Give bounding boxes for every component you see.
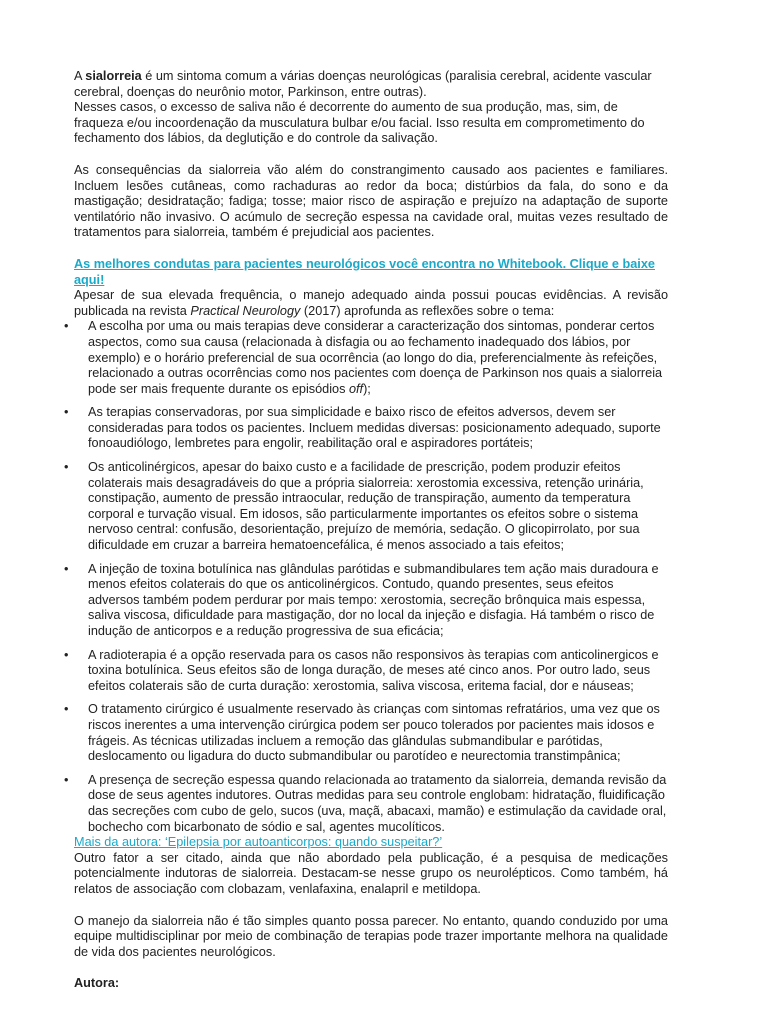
related-article-link[interactable]: Mais da autora: ‘Epilepsia por autoanticorpos: quando suspeitar?’ bbox=[74, 835, 443, 850]
list-item-text: O tratamento cirúrgico é usualmente reservado às crianças com sintomas refratários, uma vez que os riscos inerentes a uma intervenção cirúrgica podem ser pouco tolerados por pacientes mais idosos e frágeis. As técnicas utilizadas incluem a remoção das glândulas submandibular e parótidas, deslocamento ou ligadura do ducto submandibular ou parotídeo e neurectomia transtimpânica; bbox=[88, 702, 660, 764]
list-item-emphasis: off bbox=[348, 381, 364, 396]
bullet-icon: • bbox=[64, 460, 69, 475]
whitebook-link[interactable]: As melhores condutas para pacientes neurológicos você encontra no Whitebook. Clique e baixe aqui! bbox=[74, 256, 655, 287]
author-label: Autora: bbox=[74, 976, 120, 991]
list-item bbox=[64, 405, 668, 452]
list-item bbox=[64, 702, 668, 764]
list-item bbox=[64, 647, 668, 695]
review-before: Apesar de sua elevada frequência, o manejo adequado ainda possui poucas evidências. A revisão publicada na revista bbox=[74, 288, 668, 318]
bullet-icon: • bbox=[64, 647, 69, 662]
list-item-text: A radioterapia é a opção reservada para os casos não responsivos às terapias com anticolinergicos e toxina botulínica. Seus efeitos são de longa duração, de meses até cinco anos. Por outro lado, seus efeitos colaterais são de curta duração: xerostomia, saliva viscosa, eritema facial, dor e náuseas; bbox=[88, 647, 659, 693]
list-item-text: Os anticolinérgicos, apesar do baixo custo e a facilidade de prescrição, podem produzir efeitos colaterais mais desagradáveis do que a própria sialorreia: xerostomia excessiva, retenção urinária, constipação, aumento de pressão intraocular, redução de transpiração, aumento da temperatura corporal e turvação visual. Em idosos, são particularmente importantes os efeitos sobre o sistema nervoso central: confusão, desorientação, prejuízo de memória, sedação. O glicopirrolato, por sua dificuldade em cruzar a barreira hematoencefálica, é menos associado a tais efeitos; bbox=[88, 460, 644, 553]
other-factor-paragraph: Outro fator a ser citado, ainda que não abordado pela publicação, é a pesquisa de medicações potencialmente indutoras de sialorreia. Destacam-se nesse grupo os neurolépticos. Como também, há relatos de associação com clobazam, venlafaxina, enalapril e metildopa. bbox=[74, 850, 668, 896]
bullet-icon: • bbox=[64, 561, 69, 576]
considerations-list bbox=[64, 319, 668, 835]
bullet-icon: • bbox=[64, 405, 69, 420]
review-after: (2017) aprofunda as reflexões sobre o tema: bbox=[300, 303, 555, 318]
bullet-icon: • bbox=[64, 702, 69, 717]
intro-text: é um sintoma comum a várias doenças neurológicas (paralisia cerebral, acidente vascular cerebral, doenças do neurônio motor, Parkinson, entre outras). bbox=[74, 69, 652, 99]
consequences-paragraph: As consequências da sialorreia vão além do constrangimento causado aos pacientes e familiares. Incluem lesões cutâneas, como rachaduras ao redor da boca; distúrbios da fala, do sono e da mastigação; desidratação; fadiga; tosse; maior risco de aspiração e prejuízo na adaptação de suporte ventilatório não invasivo. O acúmulo de secreção espessa na cavidade oral, muitas vezes resultado de tratamentos para sialorreia, também é prejudicial aos pacientes. bbox=[74, 162, 668, 240]
list-item bbox=[64, 772, 668, 835]
list-item-text: A escolha por uma ou mais terapias deve considerar a caracterização dos sintomas, ponderar certos aspectos, como sua causa (relacionada à disfagia ou ao fechamento inadequado dos lábios, por exemplo) e o horário preferencial de sua ocorrência (ao longo do dia, preferencialmente às refeições, relacionado a outras ocorrências como nos pacientes com doença de Parkinson nos quais a sialorreia pode ser mais frequente durante os episódios bbox=[88, 319, 663, 396]
bullet-icon: • bbox=[64, 319, 69, 334]
journal-name: Practical Neurology bbox=[190, 303, 301, 318]
intro-paragraph bbox=[74, 69, 668, 100]
list-item bbox=[64, 319, 668, 397]
intro-term: sialorreia bbox=[85, 69, 142, 83]
list-item-text: A injeção de toxina botulínica nas glândulas parótidas e submandibulares tem ação mais duradoura e menos efeitos colaterais do que os anticolinérgicos. Contudo, quando presentes, seus efeitos adversos também podem perdurar por mais tempo: xerostomia, secreção brônquica mais espessa, saliva viscosa, dificuldade para mastigação, dor no local da injeção e disfagia. Há também o risco de indução de anticorpos e a redução progressiva de sua eficácia; bbox=[88, 561, 659, 638]
list-item-text: As terapias conservadoras, por sua simplicidade e baixo risco de efeitos adversos, devem ser consideradas para todos os pacientes. Incluem medidas diversas: posicionamento adequado, suporte fonoaudiólogo, lembretes para engolir, reabilitação oral e aspiradores portáteis; bbox=[88, 405, 661, 451]
intro-lead: A bbox=[74, 69, 86, 83]
list-item-text: A presença de secreção espessa quando relacionada ao tratamento da sialorreia, demanda revisão da dose de seus agentes indutores. Outras medidas para seu controle englobam: hidratação, fluidificação das secreções com cubo de gelo, sucos (uva, maçã, abacaxi, mamão) e estimulação da cavidade oral, bochecho com bicarbonato de sódio e sal, agentes mucolíticos. bbox=[88, 772, 667, 834]
list-item-tail: ); bbox=[363, 381, 371, 396]
intro-cause-paragraph: Nesses casos, o excesso de saliva não é decorrente do aumento de sua produção, mas, sim, de fraqueza e/ou incoordenação da musculatura bulbar e/ou facial. Isso resulta em comprometimento do fechamento dos lábios, da deglutição e do controle da salivação. bbox=[74, 100, 645, 146]
review-paragraph bbox=[74, 288, 668, 319]
list-item bbox=[64, 561, 668, 640]
conclusion-paragraph: O manejo da sialorreia não é tão simples quanto possa parecer. No entanto, quando conduzido por uma equipe multidisciplinar por meio de combinação de terapias pode trazer importante melhora na qualidade de vida dos pacientes neurológicos. bbox=[74, 913, 668, 959]
list-item bbox=[64, 460, 668, 554]
bullet-icon: • bbox=[64, 772, 69, 787]
